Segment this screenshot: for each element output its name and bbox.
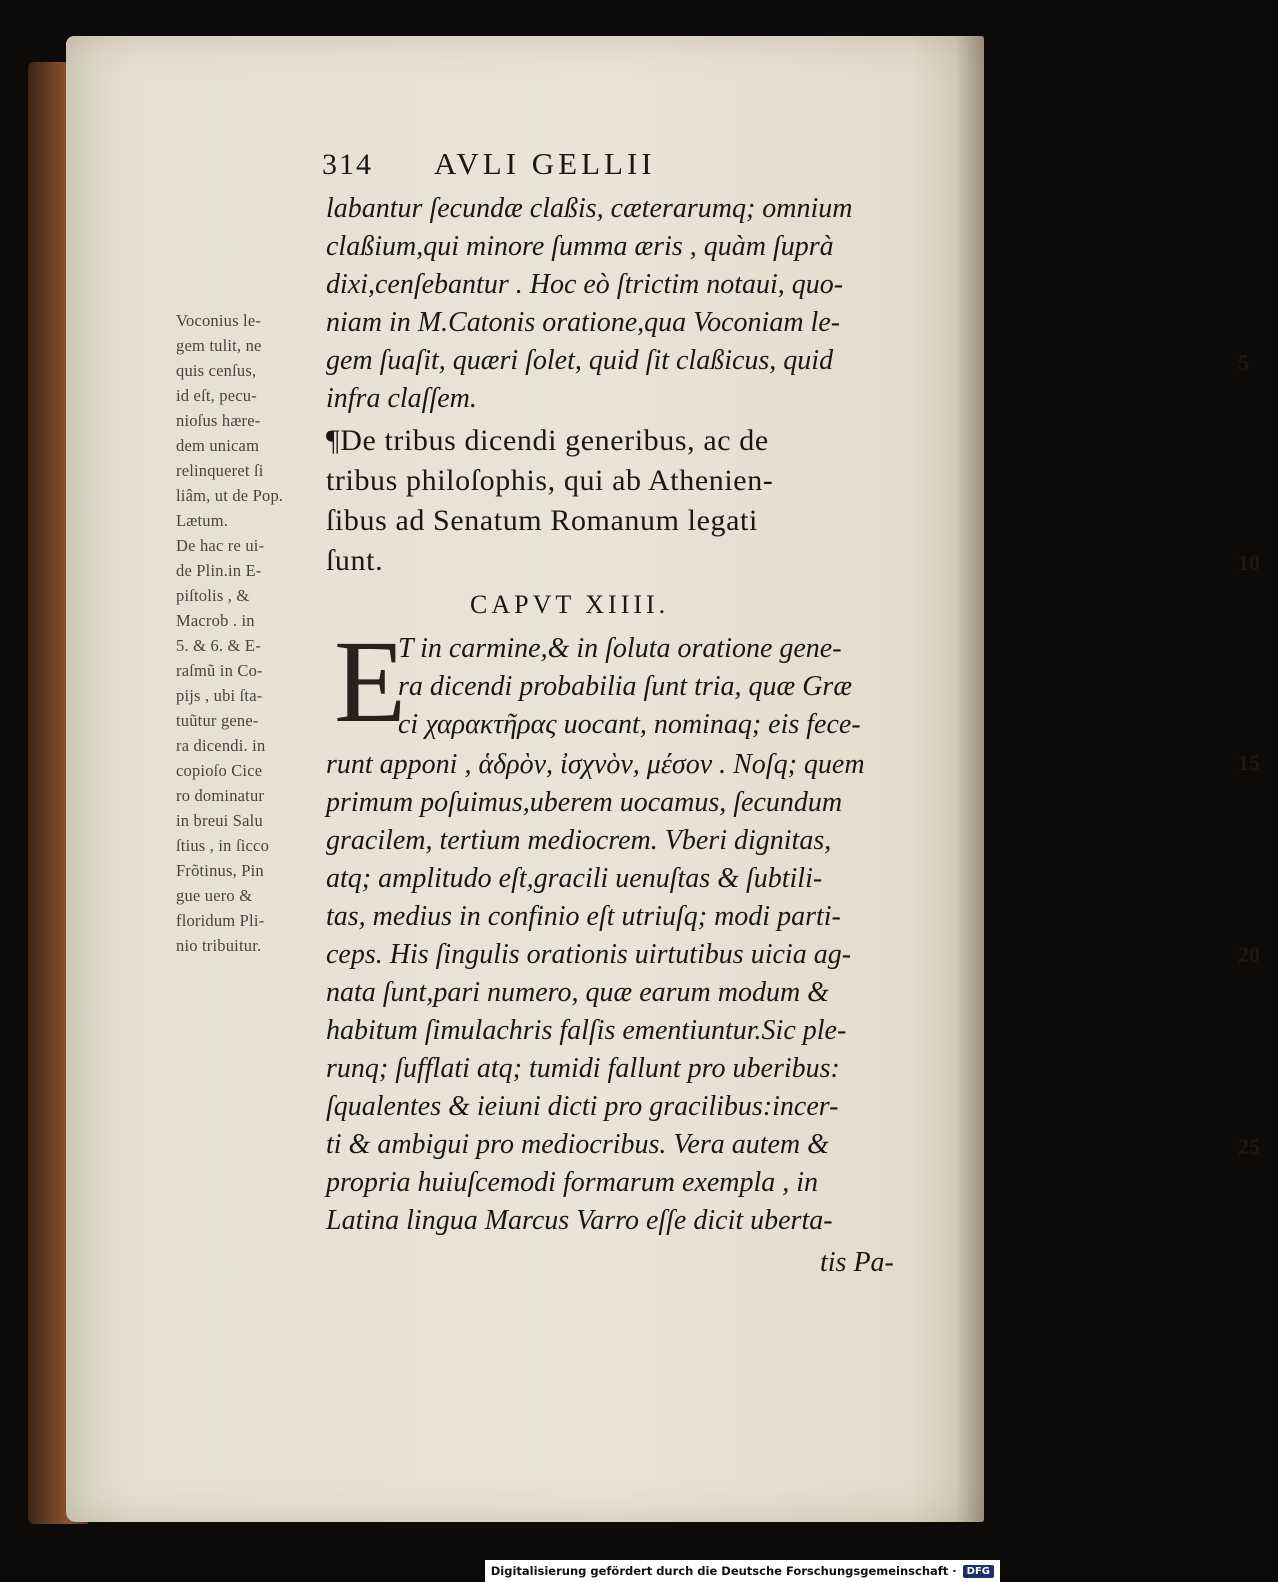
page-header: [322, 148, 742, 188]
text-line: nata ſunt,pari numero, quæ earum modum &: [326, 977, 829, 1008]
text-line: ci χαρακτῆρας uocant, nominaq; eis fece-: [398, 709, 861, 740]
text-line: Latina lingua Marcus Varro eſſe dicit uberta-: [326, 1205, 833, 1236]
text-line: gem ſuaſit, quæri ſolet, quid ſit claßicus, quid: [326, 345, 834, 376]
text-line: ra dicendi probabilia ſunt tria, quæ Græ: [398, 671, 852, 702]
line-number: 25: [1238, 1134, 1260, 1159]
margin-note-line: id eſt, pecu-: [176, 386, 257, 405]
text-line: gracilem, tertium mediocrem. Vberi dignitas,: [326, 825, 832, 856]
margin-note-line: de Plin.in E-: [176, 561, 262, 580]
margin-note-line: quis cenſus,: [176, 361, 257, 380]
catchword: tis Pa-: [820, 1247, 894, 1278]
margin-note-line: Lætum.: [176, 511, 229, 530]
margin-note-line: 5. & 6. & E-: [176, 636, 261, 655]
text-line: claßium,qui minore ſumma æris , quàm ſuprà: [326, 231, 834, 262]
text-line: primum poſuimus,uberem uocamus, ſecundum: [326, 787, 843, 818]
dfg-logo: DFG: [963, 1565, 994, 1578]
text-line: runq; ſufflati atq; tumidi fallunt pro uberibus:: [326, 1053, 840, 1084]
line-number: 20: [1238, 942, 1260, 967]
text-line: atq; amplitudo eſt,gracili uenuſtas & ſubtili-: [326, 863, 823, 894]
text-line: labantur ſecundæ claßis, cæterarumq; omnium: [326, 193, 853, 224]
text-line: habitum ſimulachris falſis ementiuntur.Sic ple-: [326, 1015, 847, 1046]
margin-note-line: in breui Salu: [176, 811, 263, 830]
margin-note-line: gue uero &: [176, 886, 253, 905]
margin-note-line: ra dicendi. in: [176, 736, 266, 755]
margin-note-line: copioſo Cice: [176, 761, 263, 780]
funding-credit-text: Digitalisierung gefördert durch die Deutsche Forschungsgemeinschaft ·: [490, 1564, 957, 1578]
digitization-footer: [485, 1560, 1000, 1582]
margin-note-line: nio tribuitur.: [176, 936, 262, 955]
margin-note-line: ſtius , in ſicco: [176, 836, 270, 855]
text-line: niam in M.Catonis oratione,qua Voconiam le-: [326, 307, 841, 338]
margin-note-line: piſtolis , &: [176, 586, 250, 605]
margin-note-line: Frõtinus, Pin: [176, 861, 264, 880]
text-line: tas, medius in confinio eſt utriuſq; modi parti-: [326, 901, 841, 932]
margin-note-line: pijs , ubi ſta-: [176, 686, 263, 705]
chapter-summary-line: tribus philoſophis, qui ab Athenien-: [326, 464, 774, 497]
drop-cap-initial: E: [334, 616, 407, 747]
text-line: ti & ambigui pro mediocribus. Vera autem &: [326, 1129, 829, 1160]
page-gutter-shadow: [956, 36, 984, 1522]
margin-note-line: Voconius le-: [176, 311, 262, 330]
text-line: dixi,cenſebantur . Hoc eò ſtrictim notaui, quo-: [326, 269, 844, 300]
margin-note-line: tuũtur gene-: [176, 711, 259, 730]
text-line: ſqualentes & ieiuni dicti pro gracilibus:incer-: [326, 1091, 839, 1122]
text-line: infra claſſem.: [326, 383, 477, 414]
margin-note-line: raſmũ in Co-: [176, 661, 263, 680]
text-line: T in carmine,& in ſoluta oratione gene-: [398, 633, 842, 664]
margin-note-line: De hac re ui-: [176, 536, 265, 555]
chapter-summary-line: ¶De tribus dicendi generibus, ac de: [326, 424, 769, 457]
line-number: 10: [1238, 550, 1260, 575]
margin-note-line: floridum Pli-: [176, 911, 265, 930]
text-line: ceps. His ſingulis orationis uirtutibus uicia ag-: [326, 939, 852, 970]
chapter-summary-line: ſibus ad Senatum Romanum legati: [326, 504, 758, 537]
line-number: 5: [1238, 350, 1249, 375]
text-line: runt apponi , ἁδρὸν, ἰσχνὸν, μέσον . Noſq; quem: [326, 749, 865, 780]
margin-note-line: ro dominatur: [176, 786, 265, 805]
margin-note-line: relinqueret ſi: [176, 461, 264, 480]
margin-note-line: gem tulit, ne: [176, 336, 262, 355]
running-title: AVLI GELLII: [434, 146, 656, 181]
line-number: 15: [1238, 750, 1260, 775]
margin-note-line: nioſus hære-: [176, 411, 261, 430]
chapter-summary-line: ſunt.: [326, 544, 384, 577]
margin-note-line: Macrob . in: [176, 611, 255, 630]
page-number: 314: [322, 148, 373, 181]
text-line: propria huiuſcemodi formarum exempla , in: [326, 1167, 819, 1198]
margin-note-line: dem unicam: [176, 436, 260, 455]
margin-note-line: liâm, ut de Pop.: [176, 486, 284, 505]
chapter-heading: CAPVT XIIII.: [470, 590, 670, 619]
